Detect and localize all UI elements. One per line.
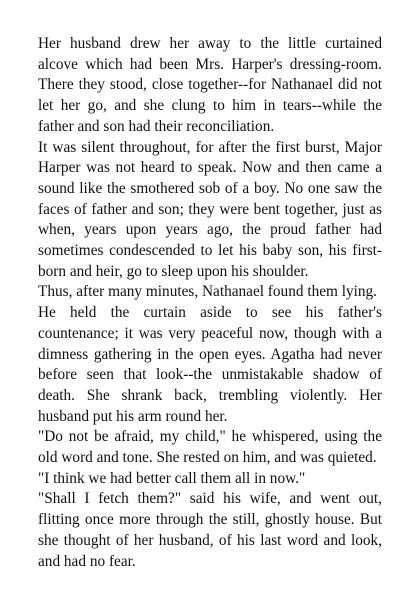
paragraph: "Shall I fetch them?" said his wife, and went out, flitting once more through the still, ghostly house. But she thought of her husband, of his last word and look, and had no fear.: [38, 490, 382, 570]
paragraph: Her husband drew her away to the little curtained alcove which had been Mrs. Harper's dressing-room. There they stood, close together--for Nathanael did not let her go, and she clung to him in tears--while the father and son had their reconciliation.: [38, 35, 382, 135]
paragraph: "I think we had better call them all in now.": [38, 469, 306, 487]
paragraph: Thus, after many minutes, Nathanael found them lying.: [38, 283, 377, 301]
paragraph: It was silent throughout, for after the first burst, Major Harper was not heard to speak. Now and then came a sound like the smothered sob of a boy. No one saw the faces of father and son; they were bent together, just as when, years upon years ago, the proud father had sometimes condescended to let his baby son, his first-born and heir, go to sleep upon his shoulder.: [38, 138, 382, 280]
paragraph: He held the curtain aside to see his father's countenance; it was very peaceful now, though with a dimness gathering in the open eyes. Agatha had never before seen that look--the unmistakable shadow of death. She shrank back, trembling violently. Her husband put his arm round her.: [38, 304, 382, 425]
page-text: [38, 34, 382, 572]
paragraph: "Do not be afraid, my child," he whispered, using the old word and tone. She rested on him, and was quieted.: [38, 428, 382, 467]
